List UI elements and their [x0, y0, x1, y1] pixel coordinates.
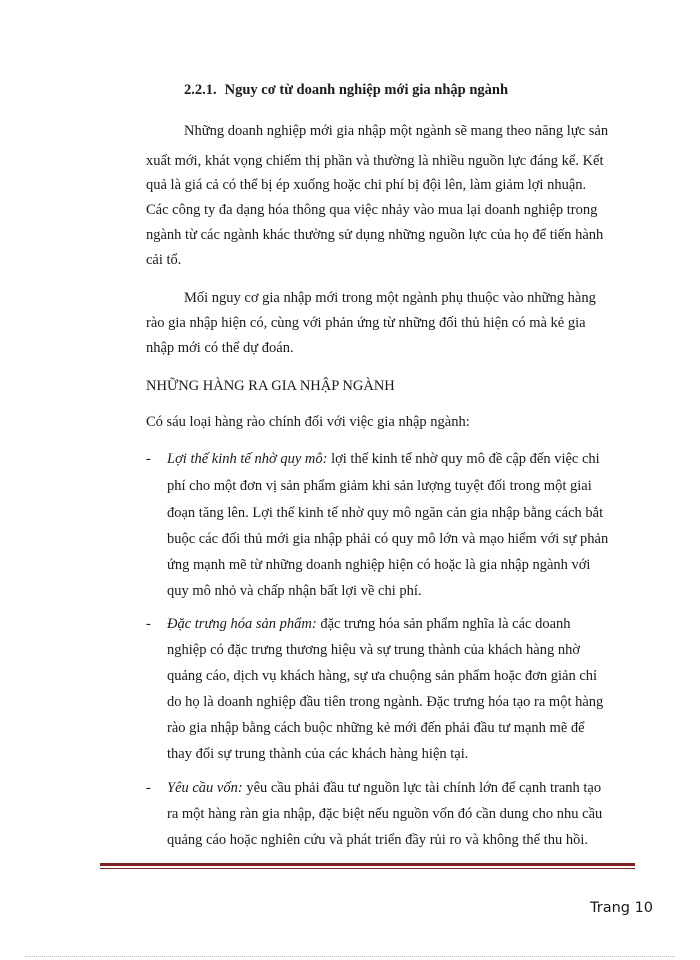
para2-line: Mối nguy cơ gia nhập mới trong một ngành phụ thuộc vào những hàng — [184, 290, 596, 306]
bullet-first-line — [167, 450, 600, 468]
para1-line: Các công ty đa dạng hóa thông qua việc nhảy vào mua lại doanh nghiệp trong — [146, 202, 598, 218]
bullet-marker: - — [146, 780, 151, 796]
page-number: Trang 10 — [590, 900, 654, 916]
para1-line: Những doanh nghiệp mới gia nhập một ngành sẽ mang theo năng lực sản — [184, 123, 609, 139]
bullet-first-line — [167, 615, 571, 633]
para1-line: ngành từ các ngành khác thường sử dụng những nguồn lực của họ để tiến hành — [146, 227, 604, 243]
footer-rule-thin — [100, 868, 635, 869]
bullet-first-line — [167, 779, 601, 797]
bullet-line: buộc các đối thủ mới gia nhập phải có quy mô lớn và mạo hiểm với sự phản — [167, 531, 609, 547]
para1-line: xuất mới, khát vọng chiếm thị phần và thường là nhiều nguồn lực đáng kể. Kết — [146, 153, 604, 169]
page-bottom-dotted-border — [25, 956, 675, 957]
heading-number: 2.2.1. — [184, 82, 217, 98]
para1-line: quả là giá cả có thể bị ép xuống hoặc chi phí bị đội lên, làm giảm lợi nhuận. — [146, 177, 587, 193]
section-title: NHỮNG HÀNG RA GIA NHẬP NGÀNH — [146, 378, 395, 394]
para2-line: rào gia nhập hiện có, cùng với phản ứng từ những đối thủ hiện có mà kẻ gia — [146, 315, 586, 331]
bullet-line: ra một hàng ràn gia nhập, đặc biệt nếu nguồn vốn đó cần dung cho nhu cầu — [167, 806, 603, 822]
heading-title: Nguy cơ từ doanh nghiệp mới gia nhập ngành — [224, 82, 509, 98]
bullet-line: phí cho một đơn vị sản phẩm giảm khi sản lượng tuyệt đối trong một giai — [167, 478, 592, 494]
bullet-line: rào gia nhập bằng cách buộc những kẻ mới đến phải đầu tư mạnh mẽ để — [167, 720, 585, 736]
bullet-marker: - — [146, 616, 151, 632]
bullet-term: Lợi thế kinh tế nhờ quy mô: — [167, 451, 328, 467]
footer-rule-thick — [100, 863, 635, 866]
bullet-line: nghiệp có đặc trưng thương hiệu và sự trung thành của khách hàng nhờ — [167, 642, 580, 658]
bullet-text: lợi thế kinh tế nhờ quy mô đề cập đến việc chi — [327, 451, 600, 467]
para1-line: cải tổ. — [146, 252, 182, 268]
intro-line: Có sáu loại hàng rào chính đối với việc gia nhập ngành: — [146, 414, 470, 430]
bullet-text: đặc trưng hóa sản phẩm nghĩa là các doanh — [316, 616, 571, 632]
bullet-line: đoạn tăng lên. Lợi thế kinh tế nhờ quy mô ngăn cản gia nhập bằng cách bắt — [167, 505, 604, 521]
para2-line: nhập mới có thể dự đoán. — [146, 340, 294, 356]
bullet-marker: - — [146, 451, 151, 467]
bullet-term: Đặc trưng hóa sản phẩm: — [167, 616, 317, 632]
bullet-text: yêu cầu phải đầu tư nguồn lực tài chính lớn để cạnh tranh tạo — [242, 780, 602, 796]
bullet-line: do họ là doanh nghiệp đầu tiên trong ngành. Đặc trưng hóa tạo ra một hàng — [167, 694, 604, 710]
bullet-line: ứng mạnh mẽ từ những doanh nghiệp hiện có hoặc là gia nhập ngành với — [167, 557, 591, 573]
bullet-line: quy mô nhỏ và chấp nhận bất lợi về chi phí. — [167, 583, 422, 599]
section-heading — [184, 82, 508, 99]
bullet-term: Yêu cầu vốn: — [167, 780, 243, 796]
bullet-line: quảng cáo, dịch vụ khách hàng, sự ưa chuộng sản phẩm hoặc đơn giản chỉ — [167, 668, 598, 684]
bullet-line: quảng cáo hoặc nghiên cứu và phát triển đầy rủi ro và không thể thu hồi. — [167, 832, 588, 848]
bullet-line: thay đổi sự trung thành của các khách hàng hiện tại. — [167, 746, 469, 762]
